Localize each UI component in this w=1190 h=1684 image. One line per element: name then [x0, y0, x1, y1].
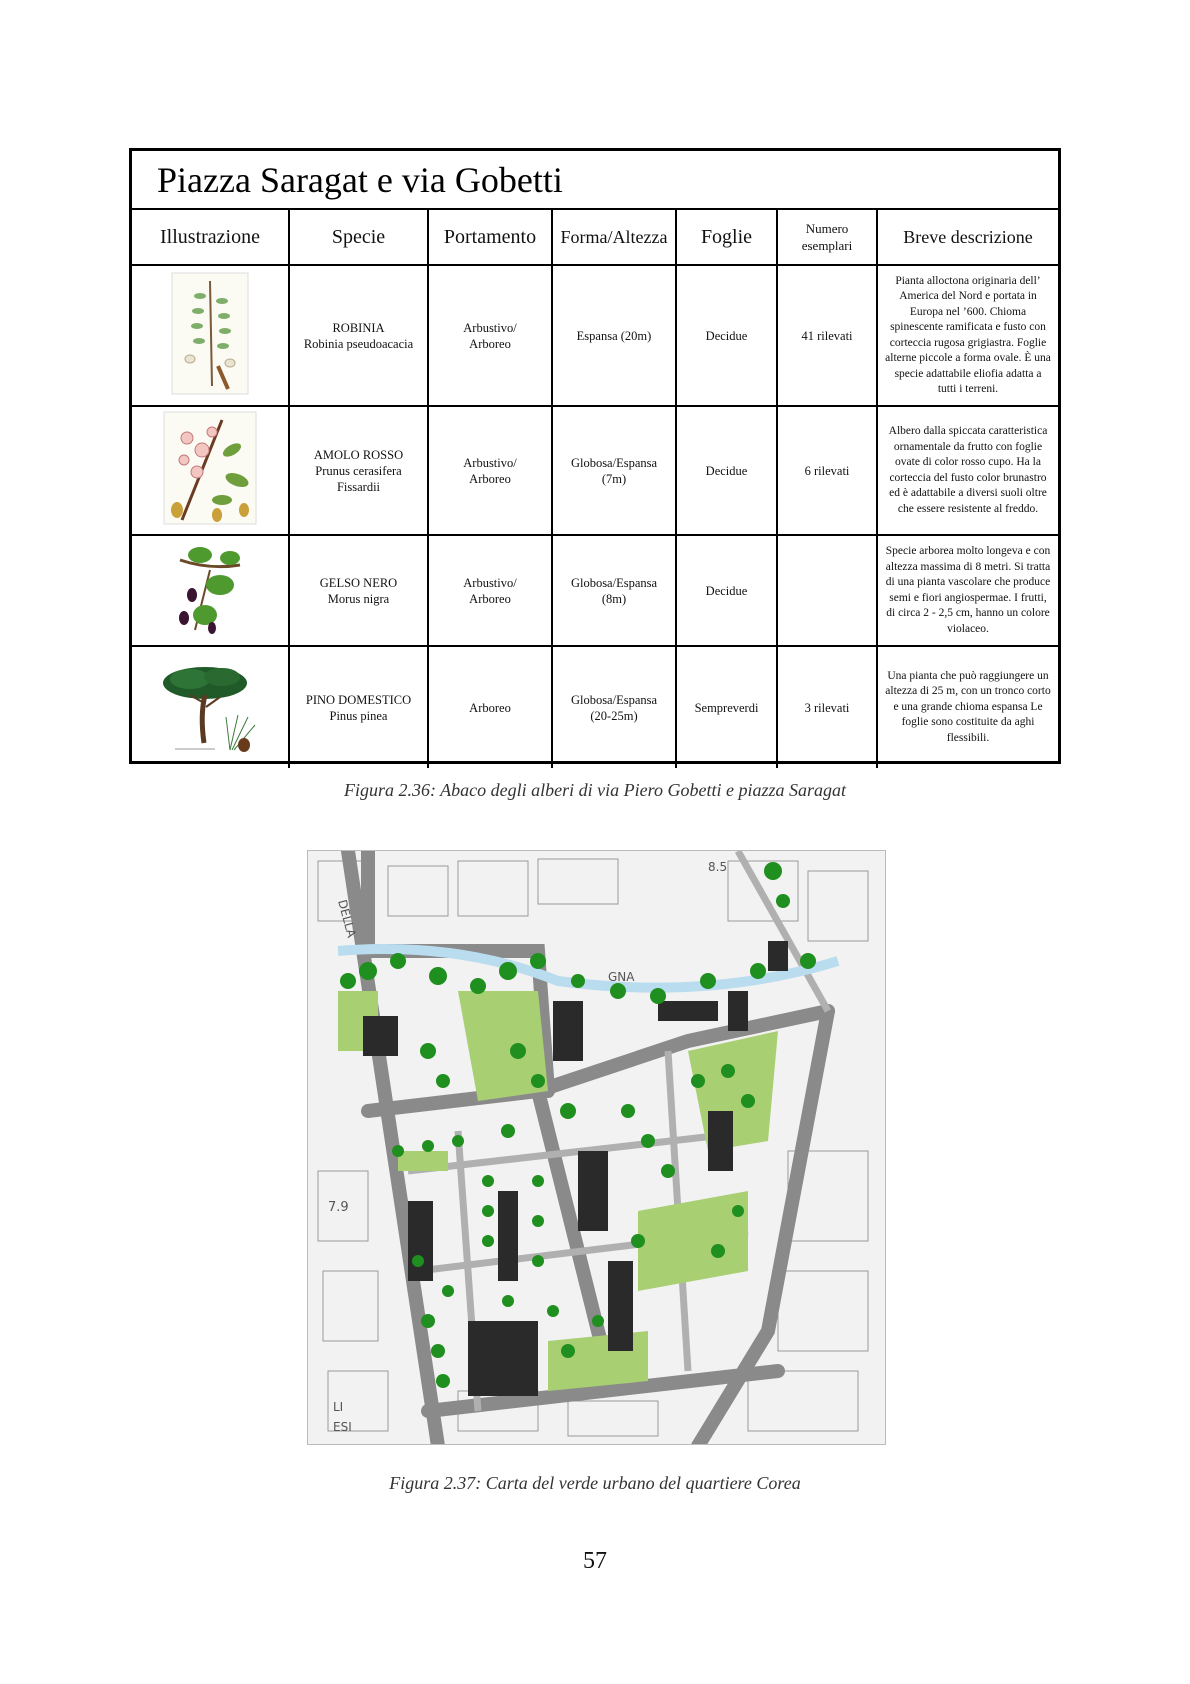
mulberry-illustration-cell [132, 535, 289, 646]
species-name: AMOLO ROSSO [313, 447, 404, 462]
species-latin: Prunus cerasifera Fissardii [315, 463, 402, 494]
species-cell [289, 535, 428, 646]
shape-line2: (8m) [601, 591, 627, 606]
shape-line1: Globosa/Espansa [570, 692, 658, 707]
count-cell: 3 rilevati [777, 646, 877, 768]
header-leaves: Foglie [676, 210, 777, 265]
shape-line1: Globosa/Espansa [570, 455, 658, 470]
prunus-botanical-illustration [162, 410, 258, 526]
tree-abacus-table [129, 148, 1061, 764]
count-cell [777, 535, 877, 646]
header-row [132, 210, 1058, 265]
table-caption: Figura 2.36: Abaco degli alberi di via Piero Gobetti e piazza Saragat [344, 780, 846, 800]
count-cell: 6 rilevati [777, 406, 877, 535]
habit-cell [428, 646, 552, 768]
description-cell: Una pianta che può raggiungere un altezza di 25 m, con un tronco corto e una grande chioma espansa Le foglie sono costituite da aghi flessibili. [877, 646, 1058, 768]
header-illustration: Illustrazione [132, 210, 289, 265]
habit-cell [428, 406, 552, 535]
map-label: 8.5 [708, 860, 728, 874]
species-latin: Morus nigra [327, 591, 390, 606]
description-cell: Specie arborea molto longeva e con altezza massima di 8 metri. Si tratta di una pianta vascolare che produce semi e fiori angiospermae. I frutti, di circa 2 - 2,5 cm, hanno un colore violaceo. [877, 535, 1058, 646]
count-cell: 41 rilevati [777, 265, 877, 406]
shape-line2: (7m) [601, 471, 627, 486]
habit-cell [428, 265, 552, 406]
urban-green-map [307, 850, 886, 1445]
header-description: Breve descrizione [877, 210, 1058, 265]
habit-cell [428, 535, 552, 646]
leaves-cell: Decidue [676, 535, 777, 646]
shape-cell [552, 265, 676, 406]
species-name: ROBINIA [332, 320, 385, 335]
shape-cell [552, 646, 676, 768]
habit-line1: Arboreo [469, 700, 511, 715]
shape-cell [552, 535, 676, 646]
species-name: GELSO NERO [319, 575, 398, 590]
header-count-line1: Numero [805, 221, 849, 236]
description-cell: Albero dalla spiccata caratteristica ornamentale da frutto con foglie ovate di color rosso cupo. Ha la corteccia del fusto color brunastro ed è adattabile a diversi suoli oltre che essere resistente al freddo. [877, 406, 1058, 535]
species-cell [289, 406, 428, 535]
header-shape-height: Forma/Altezza [552, 210, 676, 265]
page-number: 57 [583, 1548, 607, 1574]
table-row [132, 265, 1058, 406]
leaves-cell: Decidue [676, 406, 777, 535]
robinia-botanical-illustration [170, 271, 250, 396]
stone-pine-illustration-cell [132, 646, 289, 768]
habit-line1: Arbustivo/ [463, 320, 517, 335]
habit-line2: Arboreo [469, 336, 511, 351]
map-label: LI [333, 1400, 344, 1414]
species-cell [289, 646, 428, 768]
header-habit: Portamento [428, 210, 552, 265]
mulberry-botanical-illustration [170, 540, 250, 636]
header-species: Specie [289, 210, 428, 265]
leaves-cell: Decidue [676, 265, 777, 406]
header-count-line2: esemplari [801, 238, 853, 253]
species-name: PINO DOMESTICO [305, 692, 412, 707]
habit-line2: Arboreo [469, 591, 511, 606]
species-latin: Robinia pseudoacacia [303, 336, 414, 351]
urban-green-map-illustration [308, 851, 886, 1445]
map-label: DELLA [335, 898, 359, 940]
table-row [132, 535, 1058, 646]
habit-line1: Arbustivo/ [463, 575, 517, 590]
map-label: ESI [333, 1420, 352, 1434]
table-row [132, 406, 1058, 535]
map-label: GNA [608, 970, 635, 984]
robinia-illustration-cell [132, 265, 289, 406]
prunus-illustration-cell [132, 406, 289, 535]
leaves-cell: Sempreverdi [676, 646, 777, 768]
table-title: Piazza Saragat e via Gobetti [132, 151, 1058, 210]
habit-line1: Arbustivo/ [463, 455, 517, 470]
species-latin: Pinus pinea [329, 708, 388, 723]
map-label: 7.9 [328, 1200, 349, 1215]
stone-pine-illustration [160, 655, 260, 755]
shape-cell [552, 406, 676, 535]
shape-line1: Globosa/Espansa [570, 575, 658, 590]
shape-line2: (20-25m) [590, 708, 638, 723]
habit-line2: Arboreo [469, 471, 511, 486]
species-grid [132, 210, 1058, 768]
description-cell: Pianta alloctona originaria dell’ America del Nord e portata in Europa nel ’600. Chioma spinescente ramificata e fusto con corteccia rugosa grigiastra. Foglie alterne piccole a forma ovale. È una specie adattabile eliofia adatta a tutti i terreni. [877, 265, 1058, 406]
header-count [777, 210, 877, 265]
table-row [132, 646, 1058, 768]
shape-line1: Espansa (20m) [576, 328, 652, 343]
map-caption: Figura 2.37: Carta del verde urbano del quartiere Corea [389, 1473, 801, 1493]
species-cell [289, 265, 428, 406]
